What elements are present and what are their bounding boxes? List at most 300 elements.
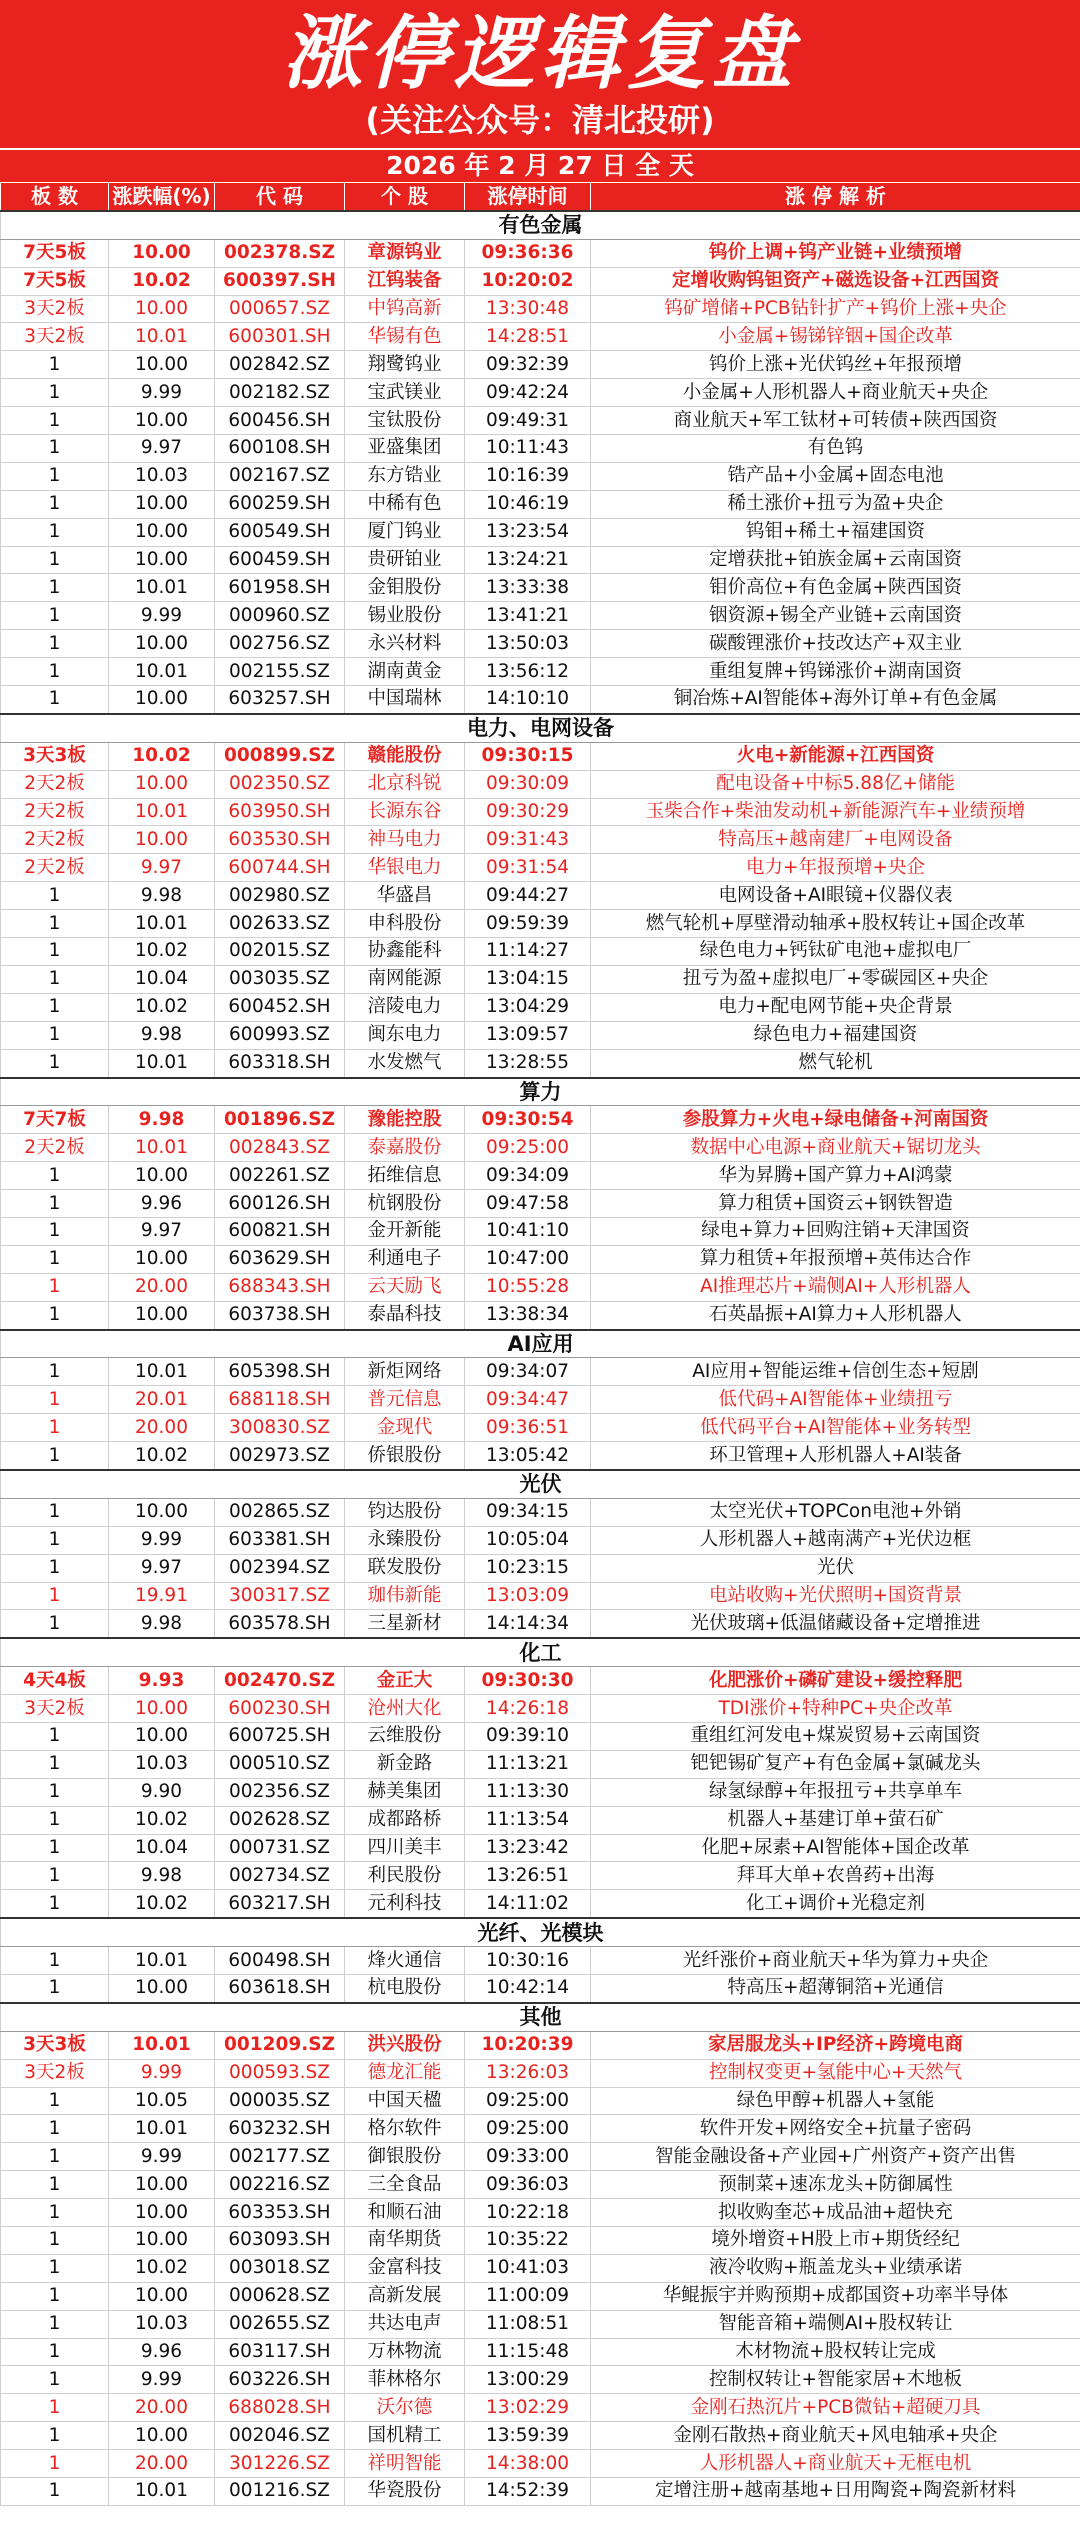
cell-change: 10.03 — [109, 1750, 215, 1778]
table-row — [1, 798, 1080, 826]
cell-reason: 智能音箱+端侧AI+股权转让 — [591, 2310, 1080, 2338]
cell-time: 09:32:39 — [465, 351, 591, 379]
cell-time: 09:30:54 — [465, 1106, 591, 1134]
cell-reason: 太空光伏+TOPCon电池+外销 — [591, 1498, 1080, 1526]
cell-stock: 杭电股份 — [345, 1975, 465, 2003]
table-row — [1, 2394, 1080, 2422]
cell-boards: 2天2板 — [1, 854, 109, 882]
table-row — [1, 658, 1080, 686]
cell-time: 09:30:29 — [465, 798, 591, 826]
cell-code: 002378.SZ — [215, 239, 345, 267]
cell-time: 09:42:24 — [465, 379, 591, 407]
cell-reason: 电力+配电网节能+央企背景 — [591, 993, 1080, 1021]
table-row — [1, 239, 1080, 267]
cell-code: 002633.SZ — [215, 910, 345, 938]
date-bar: 2026 年 2 月 27 日 全 天 — [0, 148, 1080, 182]
cell-time: 10:35:22 — [465, 2227, 591, 2255]
cell-change: 10.00 — [109, 1162, 215, 1190]
cell-change: 10.01 — [109, 1947, 215, 1975]
cell-code: 300317.SZ — [215, 1582, 345, 1610]
cell-boards: 1 — [1, 1806, 109, 1834]
table-row — [1, 1414, 1080, 1442]
section-header — [1, 1638, 1080, 1666]
cell-stock: 金开新能 — [345, 1217, 465, 1245]
cell-boards: 1 — [1, 2227, 109, 2255]
cell-change: 9.97 — [109, 854, 215, 882]
cell-change: 9.98 — [109, 1862, 215, 1890]
cell-time: 13:23:42 — [465, 1834, 591, 1862]
cell-change: 10.03 — [109, 462, 215, 490]
cell-boards: 4天4板 — [1, 1667, 109, 1695]
table-row — [1, 1245, 1080, 1273]
cell-boards: 1 — [1, 1358, 109, 1386]
cell-change: 10.00 — [109, 1245, 215, 1273]
cell-code: 002015.SZ — [215, 938, 345, 966]
col-header-reason: 涨 停 解 析 — [591, 183, 1080, 211]
cell-change: 10.01 — [109, 323, 215, 351]
table-row — [1, 938, 1080, 966]
col-header-stock: 个 股 — [345, 183, 465, 211]
table-row — [1, 1106, 1080, 1134]
cell-change: 10.00 — [109, 1301, 215, 1329]
cell-stock: 闽东电力 — [345, 1021, 465, 1049]
cell-code: 002155.SZ — [215, 658, 345, 686]
cell-stock: 贵研铂业 — [345, 546, 465, 574]
cell-time: 13:38:34 — [465, 1301, 591, 1329]
cell-reason: 商业航天+军工钛材+可转债+陕西国资 — [591, 407, 1080, 435]
cell-boards: 1 — [1, 546, 109, 574]
cell-time: 11:13:21 — [465, 1750, 591, 1778]
cell-stock: 沧州大化 — [345, 1695, 465, 1723]
cell-reason: 参股算力+火电+绿电储备+河南国资 — [591, 1106, 1080, 1134]
cell-change: 20.00 — [109, 1273, 215, 1301]
cell-boards: 1 — [1, 2254, 109, 2282]
cell-stock: 元利科技 — [345, 1890, 465, 1918]
cell-time: 10:20:39 — [465, 2031, 591, 2059]
table-row — [1, 1526, 1080, 1554]
cell-stock: 长源东谷 — [345, 798, 465, 826]
cell-reason: 铟资源+锡全产业链+云南国资 — [591, 602, 1080, 630]
table-header-row — [1, 183, 1080, 211]
cell-stock: 协鑫能科 — [345, 938, 465, 966]
cell-time: 09:34:47 — [465, 1386, 591, 1414]
table-row — [1, 1554, 1080, 1582]
cell-code: 600108.SH — [215, 435, 345, 463]
cell-time: 09:31:43 — [465, 826, 591, 854]
cell-time: 10:11:43 — [465, 435, 591, 463]
cell-time: 13:03:09 — [465, 1582, 591, 1610]
cell-time: 10:22:18 — [465, 2199, 591, 2227]
section-title: 光纤、光模块 — [1, 1918, 1080, 1946]
table-row — [1, 1386, 1080, 1414]
cell-change: 9.98 — [109, 882, 215, 910]
cell-reason: 钨价上调+钨产业链+业绩预增 — [591, 239, 1080, 267]
section-header — [1, 714, 1080, 742]
cell-change: 9.99 — [109, 1526, 215, 1554]
cell-stock: 宝钛股份 — [345, 407, 465, 435]
cell-code: 600498.SH — [215, 1947, 345, 1975]
cell-time: 14:26:18 — [465, 1695, 591, 1723]
cell-stock: 南网能源 — [345, 965, 465, 993]
cell-code: 000035.SZ — [215, 2087, 345, 2115]
cell-code: 688343.SH — [215, 1273, 345, 1301]
cell-change: 9.96 — [109, 1190, 215, 1218]
table-row — [1, 1862, 1080, 1890]
cell-boards: 1 — [1, 1245, 109, 1273]
cell-change: 10.00 — [109, 351, 215, 379]
cell-time: 13:33:38 — [465, 574, 591, 602]
cell-boards: 1 — [1, 1301, 109, 1329]
table-row — [1, 407, 1080, 435]
cell-stock: 和顺石油 — [345, 2199, 465, 2227]
cell-boards: 1 — [1, 2394, 109, 2422]
cell-code: 600744.SH — [215, 854, 345, 882]
cell-stock: 高新发展 — [345, 2282, 465, 2310]
cell-reason: 控制权变更+氢能中心+天然气 — [591, 2059, 1080, 2087]
cell-boards: 1 — [1, 1778, 109, 1806]
cell-stock: 翔鹭钨业 — [345, 351, 465, 379]
table-row — [1, 1301, 1080, 1329]
cell-change: 9.97 — [109, 1217, 215, 1245]
cell-time: 10:30:16 — [465, 1947, 591, 1975]
cell-change: 10.01 — [109, 1134, 215, 1162]
cell-stock: 申科股份 — [345, 910, 465, 938]
cell-stock: 江钨装备 — [345, 267, 465, 295]
cell-code: 002843.SZ — [215, 1134, 345, 1162]
cell-time: 10:23:15 — [465, 1554, 591, 1582]
cell-boards: 2天2板 — [1, 770, 109, 798]
section-title: AI应用 — [1, 1330, 1080, 1358]
cell-code: 002394.SZ — [215, 1554, 345, 1582]
cell-reason: 人形机器人+越南满产+光伏边框 — [591, 1526, 1080, 1554]
cell-boards: 1 — [1, 518, 109, 546]
table-row — [1, 1358, 1080, 1386]
cell-reason: 电站收购+光伏照明+国资背景 — [591, 1582, 1080, 1610]
table-row — [1, 965, 1080, 993]
cell-change: 10.01 — [109, 798, 215, 826]
cell-stock: 厦门钨业 — [345, 518, 465, 546]
table-row — [1, 2143, 1080, 2171]
cell-change: 10.02 — [109, 2254, 215, 2282]
cell-reason: 定增注册+越南基地+日用陶瓷+陶瓷新材料 — [591, 2478, 1080, 2506]
cell-reason: 玉柴合作+柴油发动机+新能源汽车+业绩预增 — [591, 798, 1080, 826]
table-row — [1, 462, 1080, 490]
cell-code: 603117.SH — [215, 2338, 345, 2366]
cell-stock: 金现代 — [345, 1414, 465, 1442]
table-row — [1, 1498, 1080, 1526]
cell-boards: 1 — [1, 1498, 109, 1526]
cell-change: 9.98 — [109, 1610, 215, 1638]
cell-time: 09:34:07 — [465, 1358, 591, 1386]
cell-code: 605398.SH — [215, 1358, 345, 1386]
cell-stock: 宝武镁业 — [345, 379, 465, 407]
cell-stock: 烽火通信 — [345, 1947, 465, 1975]
cell-boards: 1 — [1, 2478, 109, 2506]
cell-code: 002865.SZ — [215, 1498, 345, 1526]
cell-reason: 重组复牌+钨锑涨价+湖南国资 — [591, 658, 1080, 686]
cell-reason: 锆产品+小金属+固态电池 — [591, 462, 1080, 490]
cell-change: 10.01 — [109, 1049, 215, 1077]
cell-change: 20.00 — [109, 2394, 215, 2422]
cell-reason: 华鲲振宇并购预期+成都国资+功率半导体 — [591, 2282, 1080, 2310]
table-row — [1, 1695, 1080, 1723]
table-row — [1, 1975, 1080, 2003]
cell-time: 09:36:51 — [465, 1414, 591, 1442]
cell-boards: 1 — [1, 1862, 109, 1890]
cell-change: 9.99 — [109, 2143, 215, 2171]
cell-stock: 北京科锐 — [345, 770, 465, 798]
cell-change: 10.00 — [109, 1695, 215, 1723]
cell-reason: 机器人+基建订单+萤石矿 — [591, 1806, 1080, 1834]
cell-reason: 钯钯锡矿复产+有色金属+氯碱龙头 — [591, 1750, 1080, 1778]
cell-stock: 中国天楹 — [345, 2087, 465, 2115]
cell-code: 002756.SZ — [215, 630, 345, 658]
cell-reason: 光伏玻璃+低温储藏设备+定增推进 — [591, 1610, 1080, 1638]
cell-change: 9.98 — [109, 1106, 215, 1134]
table-row — [1, 323, 1080, 351]
cell-time: 13:59:39 — [465, 2422, 591, 2450]
cell-change: 10.02 — [109, 1890, 215, 1918]
cell-code: 603353.SH — [215, 2199, 345, 2227]
table-row — [1, 2310, 1080, 2338]
cell-boards: 1 — [1, 1582, 109, 1610]
page-subtitle: (关注公众号：清北投研) — [365, 101, 715, 139]
cell-stock: 亚盛集团 — [345, 435, 465, 463]
cell-code: 002734.SZ — [215, 1862, 345, 1890]
cell-reason: 电网设备+AI眼镜+仪器仪表 — [591, 882, 1080, 910]
cell-code: 001216.SZ — [215, 2478, 345, 2506]
cell-boards: 1 — [1, 2282, 109, 2310]
banner — [0, 0, 1080, 148]
cell-stock: 华锡有色 — [345, 323, 465, 351]
table-row — [1, 882, 1080, 910]
cell-time: 10:55:28 — [465, 1273, 591, 1301]
table-row — [1, 2087, 1080, 2115]
cell-change: 10.01 — [109, 658, 215, 686]
cell-time: 10:20:02 — [465, 267, 591, 295]
cell-code: 000899.SZ — [215, 742, 345, 770]
cell-change: 10.00 — [109, 2227, 215, 2255]
cell-reason: 小金属+锡锑锌铟+国企改革 — [591, 323, 1080, 351]
cell-time: 09:30:30 — [465, 1667, 591, 1695]
cell-time: 09:34:09 — [465, 1162, 591, 1190]
cell-change: 10.00 — [109, 546, 215, 574]
cell-boards: 1 — [1, 379, 109, 407]
cell-time: 10:05:04 — [465, 1526, 591, 1554]
cell-boards: 1 — [1, 1442, 109, 1470]
cell-time: 14:38:00 — [465, 2450, 591, 2478]
cell-time: 10:42:14 — [465, 1975, 591, 2003]
cell-code: 300830.SZ — [215, 1414, 345, 1442]
cell-stock: 金正大 — [345, 1667, 465, 1695]
cell-change: 10.00 — [109, 518, 215, 546]
cell-boards: 1 — [1, 1190, 109, 1218]
cell-change: 9.99 — [109, 602, 215, 630]
cell-change: 9.99 — [109, 2366, 215, 2394]
cell-stock: 格尔软件 — [345, 2115, 465, 2143]
cell-boards: 1 — [1, 1890, 109, 1918]
cell-stock: 云天励飞 — [345, 1273, 465, 1301]
cell-code: 301226.SZ — [215, 2450, 345, 2478]
cell-reason: 算力租赁+国资云+钢铁智造 — [591, 1190, 1080, 1218]
cell-time: 09:34:15 — [465, 1498, 591, 1526]
cell-time: 13:02:29 — [465, 2394, 591, 2422]
cell-boards: 3天2板 — [1, 2059, 109, 2087]
cell-boards: 1 — [1, 602, 109, 630]
cell-time: 13:26:03 — [465, 2059, 591, 2087]
cell-time: 11:08:51 — [465, 2310, 591, 2338]
table-row — [1, 351, 1080, 379]
cell-reason: 钨钼+稀土+福建国资 — [591, 518, 1080, 546]
cell-time: 13:30:48 — [465, 295, 591, 323]
cell-time: 11:15:48 — [465, 2338, 591, 2366]
cell-time: 09:39:10 — [465, 1722, 591, 1750]
cell-change: 9.97 — [109, 435, 215, 463]
cell-stock: 泰嘉股份 — [345, 1134, 465, 1162]
cell-boards: 1 — [1, 407, 109, 435]
table-row — [1, 993, 1080, 1021]
cell-reason: 定增收购钨钽资产+磁选设备+江西国资 — [591, 267, 1080, 295]
cell-time: 09:36:03 — [465, 2171, 591, 2199]
cell-time: 11:13:30 — [465, 1778, 591, 1806]
cell-boards: 3天3板 — [1, 742, 109, 770]
cell-boards: 1 — [1, 2450, 109, 2478]
cell-reason: TDI涨价+特种PC+央企改革 — [591, 1695, 1080, 1723]
cell-time: 10:41:03 — [465, 2254, 591, 2282]
cell-time: 14:10:10 — [465, 686, 591, 714]
cell-time: 13:24:21 — [465, 546, 591, 574]
cell-code: 603629.SH — [215, 1245, 345, 1273]
cell-change: 10.01 — [109, 1358, 215, 1386]
section-header — [1, 1918, 1080, 1946]
cell-reason: 小金属+人形机器人+商业航天+央企 — [591, 379, 1080, 407]
cell-stock: 中稀有色 — [345, 490, 465, 518]
section-header — [1, 1330, 1080, 1358]
cell-change: 10.03 — [109, 2310, 215, 2338]
cell-stock: 四川美丰 — [345, 1834, 465, 1862]
cell-boards: 1 — [1, 1554, 109, 1582]
cell-boards: 1 — [1, 1975, 109, 2003]
cell-code: 600549.SH — [215, 518, 345, 546]
table-row — [1, 1049, 1080, 1077]
cell-stock: 三星新材 — [345, 1610, 465, 1638]
cell-change: 10.00 — [109, 1498, 215, 1526]
cell-reason: 化肥+尿素+AI智能体+国企改革 — [591, 1834, 1080, 1862]
cell-stock: 万林物流 — [345, 2338, 465, 2366]
table-row — [1, 490, 1080, 518]
cell-boards: 1 — [1, 2366, 109, 2394]
cell-code: 003035.SZ — [215, 965, 345, 993]
cell-reason: 算力租赁+年报预增+英伟达合作 — [591, 1245, 1080, 1273]
cell-boards: 1 — [1, 1834, 109, 1862]
cell-boards: 1 — [1, 2171, 109, 2199]
cell-stock: 永臻股份 — [345, 1526, 465, 1554]
cell-code: 002973.SZ — [215, 1442, 345, 1470]
cell-change: 10.02 — [109, 1806, 215, 1834]
cell-boards: 7天5板 — [1, 267, 109, 295]
cell-reason: 特高压+超薄铜箔+光通信 — [591, 1975, 1080, 2003]
cell-code: 002261.SZ — [215, 1162, 345, 1190]
cell-boards: 1 — [1, 1947, 109, 1975]
cell-boards: 1 — [1, 351, 109, 379]
cell-boards: 2天2板 — [1, 826, 109, 854]
table-row — [1, 435, 1080, 463]
cell-code: 002470.SZ — [215, 1667, 345, 1695]
cell-time: 13:50:03 — [465, 630, 591, 658]
cell-code: 000657.SZ — [215, 295, 345, 323]
cell-stock: 共达电声 — [345, 2310, 465, 2338]
cell-stock: 东方锆业 — [345, 462, 465, 490]
cell-boards: 1 — [1, 630, 109, 658]
cell-code: 688118.SH — [215, 1386, 345, 1414]
cell-boards: 1 — [1, 993, 109, 1021]
cell-boards: 1 — [1, 686, 109, 714]
cell-code: 603618.SH — [215, 1975, 345, 2003]
cell-change: 20.01 — [109, 1386, 215, 1414]
cell-code: 600725.SH — [215, 1722, 345, 1750]
cell-change: 10.02 — [109, 267, 215, 295]
section-title: 光伏 — [1, 1470, 1080, 1498]
cell-time: 09:33:00 — [465, 2143, 591, 2171]
table-row — [1, 574, 1080, 602]
cell-boards: 1 — [1, 2199, 109, 2227]
cell-stock: 新炬网络 — [345, 1358, 465, 1386]
cell-reason: 绿电+算力+回购注销+天津国资 — [591, 1217, 1080, 1245]
cell-time: 13:00:29 — [465, 2366, 591, 2394]
cell-reason: 有色钨 — [591, 435, 1080, 463]
cell-code: 002655.SZ — [215, 2310, 345, 2338]
cell-stock: 利通电子 — [345, 1245, 465, 1273]
cell-boards: 1 — [1, 490, 109, 518]
table-row — [1, 1667, 1080, 1695]
table-row — [1, 1834, 1080, 1862]
cell-code: 000731.SZ — [215, 1834, 345, 1862]
cell-stock: 沃尔德 — [345, 2394, 465, 2422]
cell-code: 603578.SH — [215, 1610, 345, 1638]
cell-change: 9.97 — [109, 1554, 215, 1582]
table-row — [1, 2171, 1080, 2199]
cell-stock: 中钨高新 — [345, 295, 465, 323]
cell-time: 11:13:54 — [465, 1806, 591, 1834]
cell-boards: 2天2板 — [1, 1134, 109, 1162]
cell-code: 002216.SZ — [215, 2171, 345, 2199]
cell-reason: 绿氢绿醇+年报扭亏+共享单车 — [591, 1778, 1080, 1806]
cell-code: 002046.SZ — [215, 2422, 345, 2450]
cell-code: 600397.SH — [215, 267, 345, 295]
cell-stock: 三全食品 — [345, 2171, 465, 2199]
cell-stock: 云维股份 — [345, 1722, 465, 1750]
section-title: 其他 — [1, 2003, 1080, 2031]
cell-change: 10.00 — [109, 2282, 215, 2310]
section-title: 电力、电网设备 — [1, 714, 1080, 742]
table-row — [1, 1273, 1080, 1301]
cell-code: 603257.SH — [215, 686, 345, 714]
cell-boards: 1 — [1, 658, 109, 686]
cell-boards: 2天2板 — [1, 798, 109, 826]
cell-stock: 杭钢股份 — [345, 1190, 465, 1218]
cell-boards: 1 — [1, 1750, 109, 1778]
cell-reason: 拟收购奎芯+成品油+超快充 — [591, 2199, 1080, 2227]
cell-code: 002350.SZ — [215, 770, 345, 798]
cell-code: 002167.SZ — [215, 462, 345, 490]
cell-reason: 家居服龙头+IP经济+跨境电商 — [591, 2031, 1080, 2059]
cell-time: 13:56:12 — [465, 658, 591, 686]
cell-stock: 赣能股份 — [345, 742, 465, 770]
cell-change: 20.00 — [109, 1414, 215, 1442]
cell-change: 10.00 — [109, 686, 215, 714]
cell-reason: 光纤涨价+商业航天+华为算力+央企 — [591, 1947, 1080, 1975]
cell-code: 002842.SZ — [215, 351, 345, 379]
